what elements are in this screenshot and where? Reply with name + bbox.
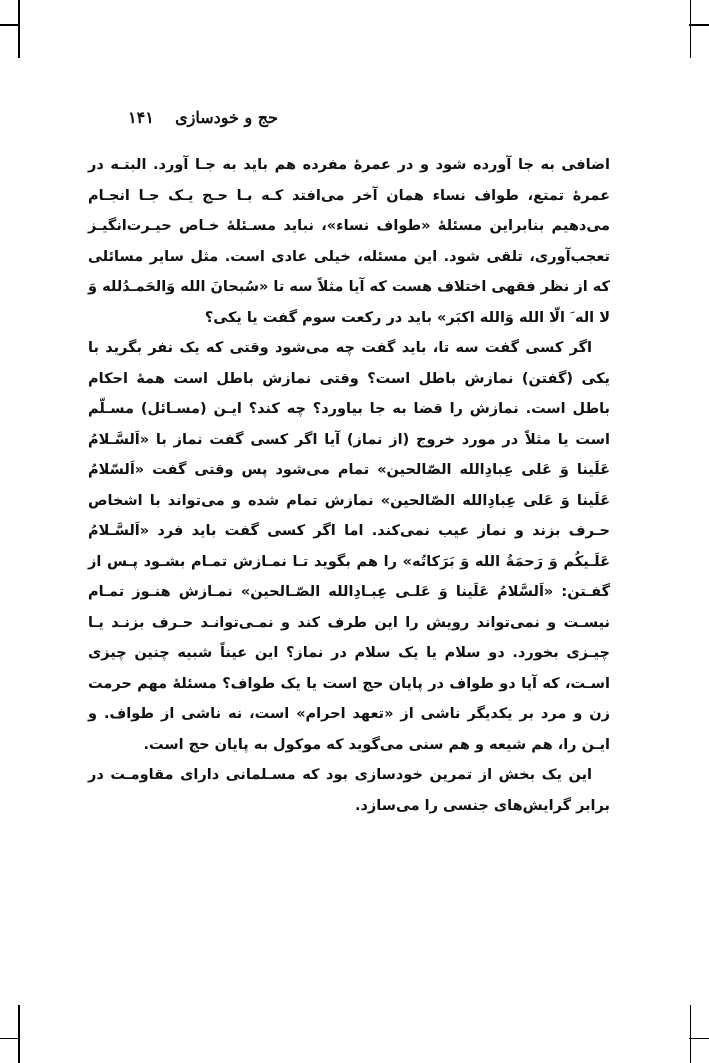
crop-mark xyxy=(690,1005,692,1063)
crop-mark xyxy=(18,0,20,58)
paragraph: این یک بخش از تمرین خودسازی بود که مسـلمانی دارای مقاومـت در برابر گرایش‌های جنسی را می‌سازد. xyxy=(88,767,610,814)
page-number: ۱۴۱ xyxy=(128,108,154,127)
crop-mark xyxy=(689,1038,709,1040)
paragraph: اگر کسی گفت سه تا، باید گفت چه می‌شود وقتی که یک نفر بگرید با یکی (گفتن) نمازش باطل است؟ وقتی نمازش باطل است همهٔ احکام باطل است. نمازش را قضا به جا بیاورد؟ چه کند؟ ایـن (مسـائل) مسـلّم است یا مثلاً در مورد خروج (از نماز) آیا اگر کسی گفت نماز با «اَلسَّـلامُ عَلَینا وَ عَلی عِبادِالله الصّالحین» تمام می‌شود پس وقتی گفت «اَلسّلامُ عَلَینا وَ عَلی عِبادِالله الصّالحین» نمازش تمام شده و می‌تواند با اشخاص حـرف بزند و نماز عیب نمی‌کند. اما اگر کسی گفت باید فرد «اَلسَّـلامُ عَلَـیکُم وَ رَحمَةُ الله وَ بَرَکاتُه» را هم بگوید تـا نمـازش تمـام بشـود پـس از گفـتن: «اَلسَّلامُ عَلَینا وَ عَلـی عِبـادِالله الصّـالحین» نمـازش هنـوز تمـام نیسـت و نمی‌تواند رویش را این طرف کند و نمـی‌توانـد حـرف بزنـد یـا چیـزی بخورد. دو سلام یا یک سلام در نماز؟ این عیناً شبیه چنین چیزی اسـت، که آیا دو طواف در پایان حج است یا یک طواف؟ مسئلهٔ مهم حرمت زن و مرد بر یکدیگر ناشی از «تعهد احرام» است، نه ناشی از طواف. و ایـن را، هم شیعه و هم سنی می‌گوید که موکول به پایان حج است. xyxy=(88,340,610,753)
crop-mark xyxy=(0,1038,20,1040)
crop-mark xyxy=(18,1005,20,1063)
body-text xyxy=(88,150,610,821)
running-header xyxy=(128,108,278,138)
paragraph: اضافی به جا آورده شود و در عمرهٔ مفرده هم باید به جـا آورد. البتـه در عمرهٔ تمتع، طواف نساء همان آخر می‌افتد کـه بـا حـج یـک جـا انجـام می‌دهیم بنابراین مسئلهٔ «طواف نساء»، نباید مسـئلهٔ خـاص حیـرت‌انگیـز تعجب‌آوری، تلقی شود. این مسئله، خیلی عادی است. مثل سایر مسائلی که از نظر فقهی اختلاف هست که آیا مثلاً سه تا «سُبحانَ الله وَالحَمـدُلله وَ لا اله َ الّا الله وَالله اکبَر» باید در رکعت سوم گفت یا یکی؟ xyxy=(88,157,610,326)
crop-mark xyxy=(690,0,692,58)
running-title: حج و خودسازی xyxy=(175,108,278,127)
crop-mark xyxy=(689,24,709,26)
crop-mark xyxy=(0,24,20,26)
